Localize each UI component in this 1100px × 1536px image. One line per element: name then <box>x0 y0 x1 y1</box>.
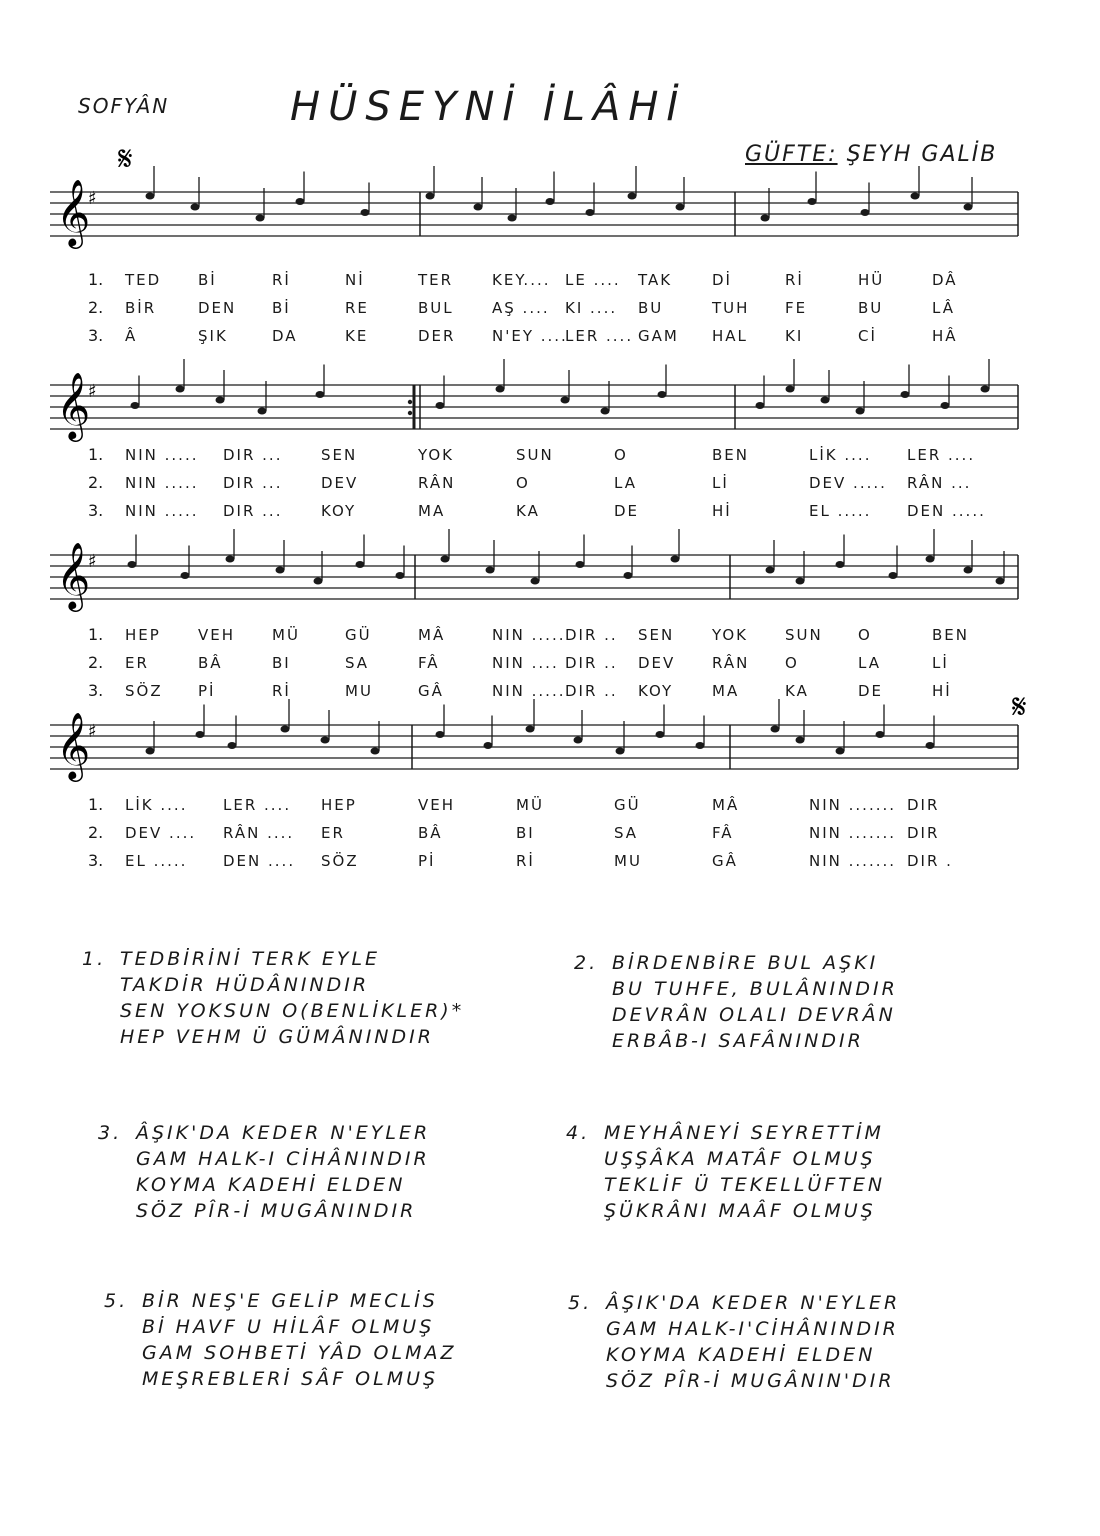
stanza-line: ÂŞIK'DA KEDER N'EYLER <box>606 1292 901 1314</box>
repeat-dot <box>408 400 412 404</box>
lyric-syllable: SUN <box>516 446 554 464</box>
verse-number: 1. <box>88 445 104 464</box>
verse-number: 2. <box>88 298 104 317</box>
lyric-syllable: KI .... <box>565 299 618 317</box>
note-head <box>176 386 185 393</box>
lyric-syllable: DE <box>858 682 884 700</box>
note-head <box>911 193 920 200</box>
segno-icon: 𝄋 <box>118 139 133 179</box>
lyric-syllable: SÖZ <box>125 682 163 700</box>
stanza-line: DEVRÂN OLALI DEVRÂN <box>612 1004 896 1026</box>
note-head <box>371 748 380 755</box>
lyric-syllable: DIR ... <box>223 474 283 492</box>
lyric-syllable: DIR <box>907 824 940 842</box>
treble-clef-icon: 𝄞 <box>56 371 91 439</box>
treble-clef-icon: 𝄞 <box>56 541 91 609</box>
note-head <box>656 731 665 738</box>
note-head <box>486 567 495 574</box>
lyric-syllable: LER .... <box>565 327 634 345</box>
stanza-line: BU TUHFE, BULÂNINDIR <box>612 978 898 1000</box>
stanza-line: UŞŞÂKA MATÂF OLMUŞ <box>604 1148 876 1170</box>
lyric-syllable: SA <box>614 824 639 842</box>
stanza-line: GAM SOHBETİ YÂD OLMAZ <box>142 1342 457 1364</box>
lyric-syllable: DEV ..... <box>809 474 887 492</box>
note-head <box>766 567 775 574</box>
lyric-syllable: Bİ <box>198 271 217 289</box>
lyric-syllable: HAL <box>712 327 748 345</box>
stanza-line: TEKLİF Ü TEKELLÜFTEN <box>604 1174 886 1196</box>
lyric-syllable: DIR .. <box>565 626 618 644</box>
stanza-number: 1. <box>82 948 107 970</box>
note-head <box>574 737 583 744</box>
note-head <box>216 397 225 404</box>
stanza-line: ŞÜKRÂNI MAÂF OLMUŞ <box>604 1200 876 1222</box>
note-head <box>276 567 285 574</box>
note-head <box>926 742 935 749</box>
stanza-5-repeat <box>568 1290 901 1394</box>
note-head <box>226 556 235 563</box>
note-head <box>856 408 865 415</box>
stanza-line: GAM HALK-I'CİHÂNINDIR <box>606 1318 899 1340</box>
lyric-syllable: O <box>614 446 628 464</box>
note-head <box>926 556 935 563</box>
lyric-syllable: NIN ..... <box>125 446 199 464</box>
stanza-line: MEŞREBLERİ SÂF OLMUŞ <box>142 1368 439 1390</box>
lyric-syllable: SA <box>345 654 370 672</box>
lyric-syllable: DEN <box>198 299 237 317</box>
note-head <box>128 561 137 568</box>
lyric-syllable: NIN ..... <box>492 626 566 644</box>
stanza-1 <box>82 946 465 1050</box>
stanza-line: TEDBİRİNİ TERK EYLE <box>120 948 381 970</box>
lyric-syllable: Rİ <box>516 852 535 870</box>
lyric-syllable: SEN <box>638 626 675 644</box>
verse-number: 3. <box>88 681 104 700</box>
stanza-number: 5. <box>104 1290 129 1312</box>
lyric-syllable: NIN ..... <box>125 474 199 492</box>
note-head <box>861 209 870 216</box>
piece-title: HÜSEYNİ İLÂHİ <box>290 84 687 130</box>
lyric-syllable: TER <box>418 271 454 289</box>
lyric-syllable: DIR .. <box>565 682 618 700</box>
stanza-2 <box>574 950 898 1054</box>
note-head <box>436 402 445 409</box>
verse-number: 1. <box>88 795 104 814</box>
note-head <box>876 731 885 738</box>
lyric-syllable: MÂ <box>418 626 446 644</box>
note-head <box>228 742 237 749</box>
lyric-syllable: BEN <box>932 626 969 644</box>
lyric-syllable: DEN ..... <box>907 502 986 520</box>
lyric-syllable: O <box>858 626 872 644</box>
verse-number: 3. <box>88 326 104 345</box>
stanza-line: MEYHÂNEYİ SEYRETTİM <box>604 1122 884 1144</box>
stanza-line: SÖZ PÎR-İ MUGÂNIN'DIR <box>606 1370 895 1392</box>
lyric-syllable: DIR . <box>907 852 953 870</box>
lyric-syllable: LA <box>614 474 637 492</box>
lyric-syllable: LİK .... <box>809 446 872 464</box>
lyric-syllable: TAK <box>638 271 673 289</box>
lyric-syllable: VEH <box>418 796 456 814</box>
stanza-number: 3. <box>98 1122 123 1144</box>
lyric-syllable: N'EY .... <box>492 327 568 345</box>
lyric-syllable: EL ..... <box>125 852 188 870</box>
note-head <box>771 726 780 733</box>
lyric-syllable: Rİ <box>272 682 291 700</box>
note-head <box>576 561 585 568</box>
lyric-syllable: Rİ <box>272 271 291 289</box>
lyric-syllable: DEN .... <box>223 852 296 870</box>
lyric-syllable: DA <box>272 327 298 345</box>
lyric-syllable: DÂ <box>932 271 958 289</box>
lyric-syllable: LA <box>858 654 881 672</box>
stanza-line: SÖZ PÎR-İ MUGÂNINDIR <box>136 1200 417 1222</box>
note-head <box>836 561 845 568</box>
note-head <box>361 209 370 216</box>
note-head <box>191 204 200 211</box>
note-head <box>761 215 770 222</box>
note-head <box>786 386 795 393</box>
lyric-syllable: RÂN <box>712 654 750 672</box>
lyric-syllable: NIN .... <box>492 654 559 672</box>
verse-number: 2. <box>88 823 104 842</box>
lyric-syllable: Hİ <box>712 502 732 520</box>
lyric-syllable: Pİ <box>418 852 436 870</box>
verse-number: 3. <box>88 501 104 520</box>
lyric-syllable: ER <box>125 654 149 672</box>
key-signature-sharp-icon: ♯ <box>88 188 97 209</box>
lyric-syllable: MÜ <box>272 626 300 644</box>
lyric-syllable: RÂN ... <box>907 474 972 492</box>
lyric-syllable: DIR <box>907 796 940 814</box>
stanza-line: KOYMA KADEHİ ELDEN <box>606 1344 876 1366</box>
note-head <box>131 402 140 409</box>
lyric-syllable: RE <box>345 299 369 317</box>
lyric-syllable: FÂ <box>418 654 440 672</box>
note-head <box>624 572 633 579</box>
note-head <box>941 402 950 409</box>
lyric-syllable: HEP <box>125 626 161 644</box>
note-head <box>561 397 570 404</box>
lyric-syllable: Cİ <box>858 327 877 345</box>
lyric-syllable: SEN <box>321 446 358 464</box>
note-head <box>808 198 817 205</box>
lyric-syllable: LE .... <box>565 271 621 289</box>
stanza-line: HEP VEHM Ü GÜMÂNINDIR <box>120 1026 434 1048</box>
note-head <box>146 193 155 200</box>
note-head <box>426 193 435 200</box>
note-head <box>526 726 535 733</box>
lyric-syllable: GÂ <box>712 852 738 870</box>
stanza-line: BİRDENBİRE BUL AŞKI <box>612 952 879 974</box>
key-signature-sharp-icon: ♯ <box>88 551 97 572</box>
note-head <box>531 578 540 585</box>
lyric-syllable: MÜ <box>516 796 544 814</box>
lyric-syllable: KOY <box>638 682 674 700</box>
segno-icon: 𝄋 <box>1012 687 1027 727</box>
note-head <box>296 198 305 205</box>
note-head <box>196 731 205 738</box>
stanza-4 <box>566 1120 886 1224</box>
lyric-syllable: Bİ <box>272 299 291 317</box>
verse-number: 3. <box>88 851 104 870</box>
lyric-syllable: KA <box>516 502 540 520</box>
lyric-syllable: Â <box>125 327 138 345</box>
lyric-syllable: Pİ <box>198 682 216 700</box>
lyric-syllable: ŞIK <box>198 327 228 345</box>
lyric-syllable: NIN ....... <box>809 852 897 870</box>
lyric-syllable: LİK .... <box>125 796 188 814</box>
lyric-syllable: BÂ <box>198 654 223 672</box>
lyric-syllable: BÂ <box>418 824 443 842</box>
lyric-syllable: LER .... <box>223 796 292 814</box>
note-head <box>496 386 505 393</box>
lyric-syllable: VEH <box>198 626 236 644</box>
lyric-syllable: DER <box>418 327 456 345</box>
stanza-number: 5. <box>568 1292 593 1314</box>
lyric-syllable: MU <box>614 852 642 870</box>
note-head <box>658 391 667 398</box>
lyric-syllable: BI <box>272 654 291 672</box>
note-head <box>889 572 898 579</box>
note-head <box>508 215 517 222</box>
stanza-line: TAKDİR HÜDÂNINDIR <box>120 974 370 996</box>
note-head <box>316 391 325 398</box>
usul-label: SOFYÂN <box>78 94 170 118</box>
stanza-5 <box>104 1288 457 1392</box>
lyric-syllable: DEV .... <box>125 824 197 842</box>
stanza-line: SEN YOKSUN O(BENLİKLER)* <box>120 1000 465 1022</box>
lyric-syllable: DE <box>614 502 640 520</box>
lyric-syllable: TED <box>125 271 162 289</box>
lyric-syllable: Nİ <box>345 271 365 289</box>
lyric-syllable: TUH <box>712 299 750 317</box>
lyric-syllable: BI <box>516 824 535 842</box>
note-head <box>796 578 805 585</box>
lyric-syllable: LÂ <box>932 299 955 317</box>
treble-clef-icon: 𝄞 <box>56 178 91 246</box>
lyric-syllable: AŞ .... <box>492 299 550 317</box>
note-head <box>696 742 705 749</box>
treble-clef-icon: 𝄞 <box>56 711 91 779</box>
note-head <box>796 737 805 744</box>
note-head <box>436 731 445 738</box>
lyric-syllable: MÂ <box>712 796 740 814</box>
lyric-syllable: BUL <box>418 299 454 317</box>
note-head <box>616 748 625 755</box>
lyric-syllable: HÜ <box>858 271 885 289</box>
note-head <box>586 209 595 216</box>
note-head <box>964 204 973 211</box>
note-head <box>628 193 637 200</box>
lyric-syllable: DIR .. <box>565 654 618 672</box>
note-head <box>181 572 190 579</box>
lyric-syllable: SUN <box>785 626 823 644</box>
note-head <box>546 198 555 205</box>
note-head <box>321 737 330 744</box>
lyric-syllable: NIN ..... <box>492 682 566 700</box>
verse-number: 2. <box>88 653 104 672</box>
lyric-syllable: HEP <box>321 796 357 814</box>
note-head <box>996 578 1005 585</box>
lyric-syllable: SÖZ <box>321 852 359 870</box>
repeat-dot <box>408 411 412 415</box>
lyric-syllable: FÂ <box>712 824 734 842</box>
lyric-syllable: KOY <box>321 502 357 520</box>
lyric-syllable: FE <box>785 299 808 317</box>
note-head <box>964 567 973 574</box>
lyric-syllable: KA <box>785 682 809 700</box>
lyric-syllable: GÂ <box>418 682 444 700</box>
lyric-syllable: NIN ....... <box>809 824 897 842</box>
lyric-syllable: ER <box>321 824 345 842</box>
lyric-syllable: GÜ <box>345 626 372 644</box>
note-head <box>281 726 290 733</box>
note-head <box>981 386 990 393</box>
lyric-syllable: O <box>785 654 799 672</box>
verse-number: 1. <box>88 625 104 644</box>
lyric-syllable: BİR <box>125 299 157 317</box>
lyricist-name: ŞEYH GALİB <box>846 142 998 167</box>
stanza-3 <box>98 1120 431 1224</box>
lyric-syllable: Dİ <box>712 271 732 289</box>
lyric-syllable: BU <box>638 299 664 317</box>
note-head <box>146 748 155 755</box>
lyric-syllable: GAM <box>638 327 679 345</box>
lyric-syllable: KI <box>785 327 804 345</box>
note-head <box>314 578 323 585</box>
lyric-syllable: MA <box>418 502 446 520</box>
verse-number: 2. <box>88 473 104 492</box>
stanza-line: GAM HALK-I CİHÂNINDIR <box>136 1148 430 1170</box>
lyric-syllable: DIR ... <box>223 446 283 464</box>
lyric-syllable: BU <box>858 299 884 317</box>
lyric-syllable: RÂN .... <box>223 824 295 842</box>
note-head <box>676 204 685 211</box>
note-head <box>474 204 483 211</box>
note-head <box>441 556 450 563</box>
note-head <box>256 215 265 222</box>
verse-number: 1. <box>88 270 104 289</box>
key-signature-sharp-icon: ♯ <box>88 721 97 742</box>
note-head <box>484 742 493 749</box>
note-head <box>756 402 765 409</box>
note-head <box>258 408 267 415</box>
lyric-syllable: MU <box>345 682 373 700</box>
lyric-syllable: EL ..... <box>809 502 872 520</box>
note-head <box>836 748 845 755</box>
lyric-syllable: Rİ <box>785 271 804 289</box>
stanza-line: ERBÂB-I SAFÂNINDIR <box>612 1030 864 1052</box>
lyric-syllable: NIN ..... <box>125 502 199 520</box>
lyric-syllable: KE <box>345 327 369 345</box>
stanza-line: BİR NEŞ'E GELİP MECLİS <box>142 1290 438 1312</box>
note-head <box>601 408 610 415</box>
lyric-syllable: GÜ <box>614 796 641 814</box>
stanza-number: 2. <box>574 952 599 974</box>
lyric-syllable: BEN <box>712 446 749 464</box>
lyric-syllable: Hİ <box>932 682 952 700</box>
lyric-syllable: O <box>516 474 530 492</box>
stanza-line: ÂŞIK'DA KEDER N'EYLER <box>136 1122 431 1144</box>
lyric-syllable: HÂ <box>932 327 958 345</box>
lyric-syllable: DEV <box>638 654 676 672</box>
lyric-syllable: DEV <box>321 474 359 492</box>
note-head <box>821 397 830 404</box>
lyric-syllable: DIR ... <box>223 502 283 520</box>
stanza-number: 4. <box>566 1122 591 1144</box>
stanza-line: Bİ HAVF U HİLÂF OLMUŞ <box>142 1316 435 1338</box>
lyric-syllable: NIN ....... <box>809 796 897 814</box>
lyricist-label: GÜFTE: <box>745 142 838 167</box>
lyric-syllable: KEY.... <box>492 271 551 289</box>
note-head <box>671 556 680 563</box>
lyric-syllable: Lİ <box>932 654 949 672</box>
note-head <box>356 561 365 568</box>
lyric-syllable: YOK <box>418 446 454 464</box>
note-head <box>901 391 910 398</box>
lyric-syllable: Lİ <box>712 474 729 492</box>
note-head <box>396 572 405 579</box>
lyric-syllable: MA <box>712 682 740 700</box>
key-signature-sharp-icon: ♯ <box>88 381 97 402</box>
lyric-syllable: RÂN <box>418 474 456 492</box>
lyric-syllable: YOK <box>712 626 748 644</box>
stanza-line: KOYMA KADEHİ ELDEN <box>136 1174 406 1196</box>
lyric-syllable: LER .... <box>907 446 976 464</box>
